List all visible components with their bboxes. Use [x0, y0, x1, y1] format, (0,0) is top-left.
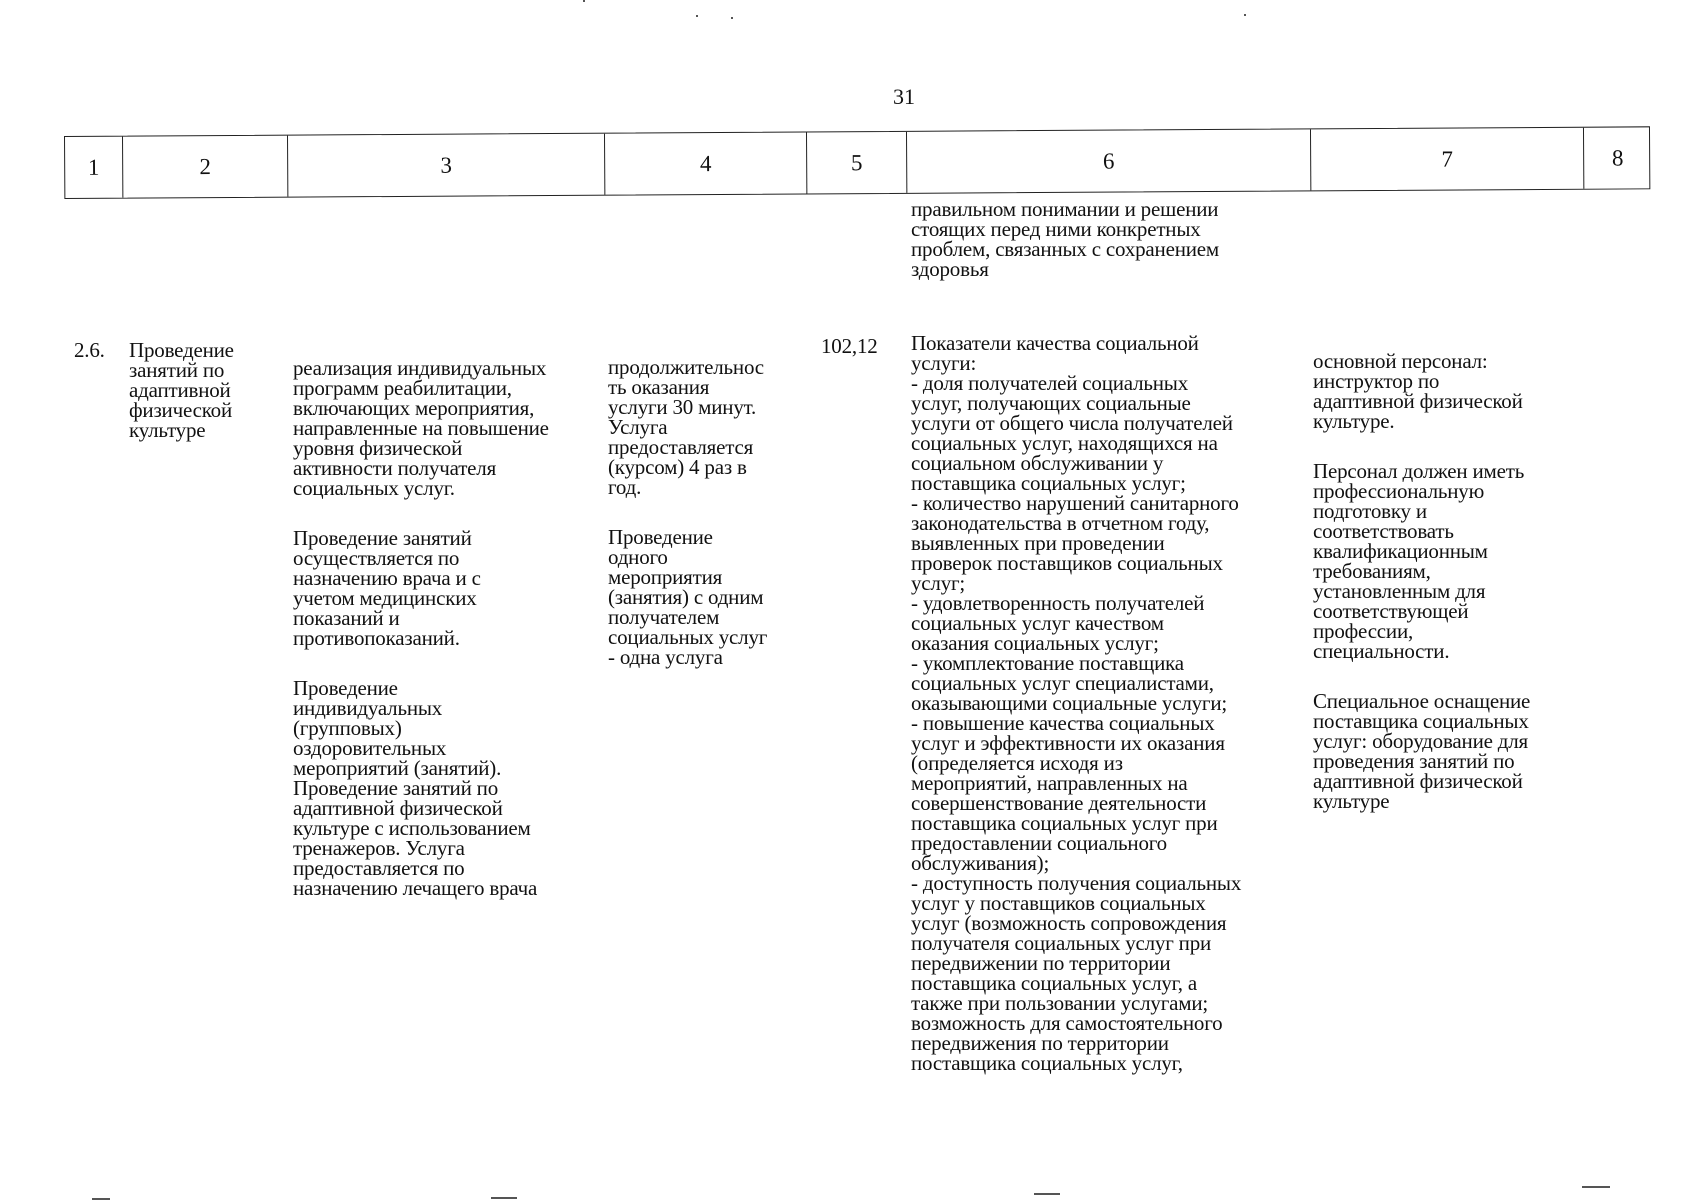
service-tariff: 102,12: [821, 334, 878, 358]
service-conditions-paragraph: Специальное оснащение поставщика социальных услуг: оборудование для проведения занятий по адаптивной физической культуре: [1313, 689, 1531, 813]
header-cell-2: 2: [122, 136, 287, 198]
page-number: 31: [893, 84, 915, 109]
service-terms: [608, 337, 808, 697]
service-content-paragraph: реализация индивидуальных программ реабилитации, включающих мероприятия, направленные на повышение уровня физической активности получателя социальных услуг.: [293, 356, 549, 500]
header-cell-7: 7: [1310, 128, 1583, 191]
service-content: [293, 338, 593, 928]
scan-speck: [731, 17, 733, 19]
header-cell-1: 1: [87, 154, 100, 180]
header-cell-8: 8: [1583, 127, 1651, 188]
scan-speck: [583, 0, 585, 2]
header-cell-6: 6: [906, 129, 1310, 192]
scan-speck: [696, 15, 698, 17]
header-cell-4: 4: [604, 132, 806, 194]
service-terms-paragraph: продолжительнос ть оказания услуги 30 минут. Услуга предоставляется (курсом) 4 раз в год.: [608, 355, 764, 499]
service-terms-paragraph: Проведение одного мероприятия (занятия) с одним получателем социальных услуг - одна услуга: [608, 525, 768, 669]
header-cell-3: 3: [287, 134, 604, 197]
service-name: Проведение занятий по адаптивной физической культуре: [129, 338, 234, 442]
service-conditions-paragraph: основной персонал: инструктор по адаптивной физической культуре.: [1313, 349, 1523, 433]
service-conditions-paragraph: Персонал должен иметь профессиональную подготовку и соответствовать квалификационным требованиям, установленным для соответствующей профессии, специальности.: [1313, 459, 1525, 663]
scan-speck: [1244, 14, 1246, 16]
continuation-col6: правильном понимании и решении стоящих перед ними конкретных проблем, связанных с сохранением здоровья: [911, 197, 1219, 281]
header-cell-5: 5: [806, 132, 906, 194]
table-header-row: [64, 126, 1650, 199]
scan-speck: [491, 1197, 517, 1199]
row-number: 2.6.: [74, 338, 105, 362]
service-content-paragraph: Проведение индивидуальных (групповых) оздоровительных мероприятий (занятий). Проведение занятий по адаптивной физической культуре с использованием тренажеров. Услуга предоставляется по назначению лечащего врача: [293, 676, 538, 900]
scan-speck: [1034, 1193, 1060, 1195]
quality-indicators: Показатели качества социальной услуги: - доля получателей социальных услуг, получающих социальные услуги от общего числа получателей социальных услуг, находящихся на социальном обслуживании у поставщика социальных услуг; - количество нарушений санитарного законодательства в отчетном году, выявленных при проведении проверок поставщиков социальных услуг; - удовлетворенность получателей социальных услуг качеством оказания социальных услуг; - укомплектование поставщика социальных услуг специалистами, оказывающими социальные услуги; - повышение качества социальных услуг и эффективности их оказания (определяется исходя из мероприятий, направленных на совершенствование деятельности поставщика социальных услуг при предоставлении социального обслуживания); - доступность получения социальных услуг у поставщиков социальных услуг (возможность сопровождения получателя социальных услуг при передвижении по территории поставщика социальных услуг, а также при пользовании услугами; возможность для самостоятельного передвижения по территории поставщика социальных услуг,: [911, 331, 1242, 1075]
service-conditions: [1313, 331, 1583, 841]
scan-speck: [1582, 1186, 1610, 1188]
service-content-paragraph: Проведение занятий осуществляется по назначению врача и с учетом медицинских показаний и противопоказаний.: [293, 526, 481, 650]
